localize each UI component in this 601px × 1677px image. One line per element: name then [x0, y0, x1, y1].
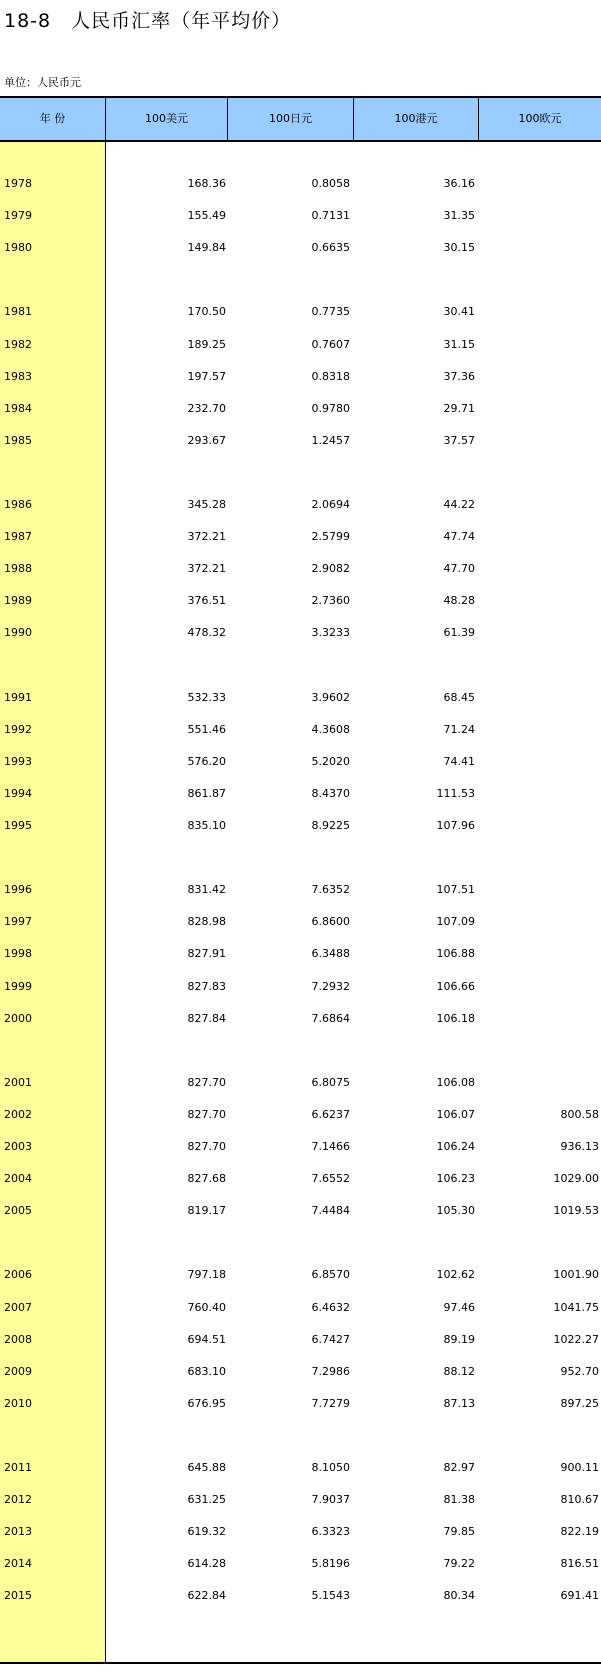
- cell-year: 1986: [4, 498, 32, 511]
- cell-hkd: 29.71: [443, 401, 475, 415]
- cell-jpy: 3.3233: [311, 626, 350, 640]
- cell-usd: 827.68: [187, 1172, 226, 1186]
- cell-eur: 822.19: [560, 1525, 599, 1539]
- cell-usd: 827.84: [187, 1011, 226, 1025]
- cell-year: 1980: [4, 241, 32, 255]
- cell-hkd: 36.16: [443, 177, 475, 190]
- table-row: [0, 978, 601, 998]
- cell-hkd: 37.57: [443, 433, 475, 447]
- cell-hkd: 106.08: [436, 1075, 475, 1089]
- table-row: [0, 1138, 601, 1158]
- cell-jpy: 2.0694: [311, 498, 350, 511]
- cell-eur: 1019.53: [553, 1204, 599, 1218]
- cell-jpy: 0.8058: [311, 177, 350, 190]
- bottom-rule: [0, 1662, 601, 1664]
- cell-year: 1998: [4, 947, 32, 961]
- page-title: 18-8 人民币汇率（年平均价）: [4, 10, 292, 32]
- cell-usd: 532.33: [187, 690, 226, 704]
- cell-usd: 676.95: [187, 1396, 226, 1410]
- cell-usd: 551.46: [187, 722, 226, 736]
- cell-hkd: 48.28: [443, 594, 475, 608]
- cell-usd: 619.32: [187, 1525, 226, 1539]
- table-row: [0, 1491, 601, 1511]
- table-row: [0, 817, 601, 837]
- cell-jpy: 7.7279: [311, 1396, 350, 1410]
- cell-year: 1982: [4, 337, 32, 351]
- cell-jpy: 2.5799: [311, 530, 350, 544]
- cell-hkd: 102.62: [436, 1268, 475, 1282]
- cell-usd: 631.25: [187, 1493, 226, 1507]
- table-row: [0, 1170, 601, 1190]
- cell-hkd: 47.74: [443, 530, 475, 544]
- table-row: [0, 881, 601, 901]
- cell-usd: 827.91: [187, 947, 226, 961]
- cell-year: 2000: [4, 1011, 32, 1025]
- cell-hkd: 30.41: [443, 305, 475, 319]
- cell-year: 2006: [4, 1268, 32, 1282]
- cell-jpy: 2.7360: [311, 594, 350, 608]
- cell-usd: 694.51: [187, 1332, 226, 1346]
- cell-jpy: 8.9225: [311, 819, 350, 832]
- cell-year: 1981: [4, 305, 32, 319]
- cell-hkd: 97.46: [443, 1300, 475, 1314]
- cell-usd: 189.25: [187, 337, 226, 351]
- cell-year: 1978: [4, 177, 32, 190]
- cell-jpy: 5.2020: [311, 754, 350, 768]
- cell-year: 1984: [4, 401, 32, 415]
- cell-hkd: 87.13: [443, 1396, 475, 1410]
- cell-hkd: 47.70: [443, 562, 475, 576]
- cell-year: 2014: [4, 1557, 32, 1571]
- cell-hkd: 111.53: [436, 786, 475, 800]
- cell-jpy: 6.6237: [311, 1107, 350, 1121]
- cell-hkd: 79.85: [443, 1525, 475, 1539]
- cell-jpy: 6.7427: [311, 1332, 350, 1346]
- cell-jpy: 5.1543: [311, 1589, 350, 1603]
- cell-jpy: 7.6552: [311, 1172, 350, 1186]
- cell-eur: 1022.27: [553, 1332, 599, 1346]
- table-row: [0, 1010, 601, 1030]
- table-row: [0, 689, 601, 709]
- cell-hkd: 68.45: [443, 690, 475, 704]
- cell-hkd: 74.41: [443, 754, 475, 768]
- cell-year: 2003: [4, 1140, 32, 1153]
- cell-year: 1995: [4, 819, 32, 832]
- cell-eur: 691.41: [560, 1589, 599, 1603]
- cell-usd: 372.21: [187, 562, 226, 576]
- cell-year: 2009: [4, 1364, 32, 1378]
- cell-usd: 797.18: [187, 1268, 226, 1282]
- cell-jpy: 4.3608: [311, 722, 350, 736]
- cell-jpy: 8.1050: [311, 1461, 350, 1474]
- cell-hkd: 89.19: [443, 1332, 475, 1346]
- cell-usd: 683.10: [187, 1364, 226, 1378]
- table-row: [0, 1555, 601, 1575]
- cell-jpy: 1.2457: [311, 433, 350, 447]
- cell-jpy: 6.4632: [311, 1300, 350, 1314]
- cell-year: 1985: [4, 433, 32, 447]
- table-row: [0, 1202, 601, 1222]
- cell-eur: 936.13: [560, 1140, 599, 1153]
- cell-year: 2005: [4, 1204, 32, 1218]
- table-row: [0, 1459, 601, 1479]
- cell-eur: 816.51: [560, 1557, 599, 1571]
- cell-year: 1989: [4, 594, 32, 608]
- cell-eur: 1029.00: [553, 1172, 599, 1186]
- exchange-rate-table: [0, 96, 601, 1664]
- cell-year: 1988: [4, 562, 32, 576]
- cell-eur: 897.25: [560, 1396, 599, 1410]
- cell-hkd: 106.23: [436, 1172, 475, 1186]
- cell-usd: 819.17: [187, 1204, 226, 1218]
- cell-usd: 345.28: [187, 498, 226, 511]
- cell-year: 2010: [4, 1396, 32, 1410]
- table-row: [0, 592, 601, 612]
- table-row: [0, 785, 601, 805]
- cell-year: 2008: [4, 1332, 32, 1346]
- cell-jpy: 7.4484: [311, 1204, 350, 1218]
- cell-usd: 576.20: [187, 754, 226, 768]
- header-usd: 100美元: [106, 98, 228, 140]
- table-row: [0, 1331, 601, 1351]
- cell-usd: 232.70: [187, 401, 226, 415]
- cell-year: 2015: [4, 1589, 32, 1603]
- cell-year: 1993: [4, 754, 32, 768]
- cell-jpy: 7.2932: [311, 979, 350, 993]
- cell-hkd: 61.39: [443, 626, 475, 640]
- cell-jpy: 6.3323: [311, 1525, 350, 1539]
- cell-usd: 149.84: [187, 241, 226, 255]
- table-row: [0, 1299, 601, 1319]
- cell-hkd: 106.88: [436, 947, 475, 961]
- cell-hkd: 30.15: [443, 241, 475, 255]
- cell-hkd: 37.36: [443, 369, 475, 383]
- cell-usd: 614.28: [187, 1557, 226, 1571]
- table-row: [0, 368, 601, 388]
- table-row: [0, 303, 601, 323]
- cell-year: 2013: [4, 1525, 32, 1539]
- table-row: [0, 624, 601, 644]
- cell-usd: 376.51: [187, 594, 226, 608]
- cell-year: 1996: [4, 883, 32, 897]
- cell-year: 1994: [4, 786, 32, 800]
- cell-hkd: 107.96: [436, 819, 475, 832]
- cell-jpy: 0.7607: [311, 337, 350, 351]
- cell-usd: 828.98: [187, 915, 226, 929]
- cell-jpy: 6.3488: [311, 947, 350, 961]
- cell-usd: 827.70: [187, 1140, 226, 1153]
- cell-year: 1990: [4, 626, 32, 640]
- cell-usd: 861.87: [187, 786, 226, 800]
- cell-hkd: 81.38: [443, 1493, 475, 1507]
- table-row: [0, 175, 601, 195]
- table-row: [0, 1106, 601, 1126]
- cell-hkd: 106.24: [436, 1140, 475, 1153]
- cell-jpy: 0.7131: [311, 209, 350, 223]
- table-row: [0, 560, 601, 580]
- cell-year: 1997: [4, 915, 32, 929]
- cell-jpy: 7.9037: [311, 1493, 350, 1507]
- cell-year: 1983: [4, 369, 32, 383]
- cell-hkd: 31.15: [443, 337, 475, 351]
- cell-eur: 800.58: [560, 1107, 599, 1121]
- cell-usd: 827.70: [187, 1107, 226, 1121]
- cell-jpy: 7.6352: [311, 883, 350, 897]
- table-row: [0, 400, 601, 420]
- header-eur: 100欧元: [518, 112, 562, 125]
- cell-usd: 760.40: [187, 1300, 226, 1314]
- table-row: [0, 1074, 601, 1094]
- cell-jpy: 0.7735: [311, 305, 350, 319]
- table-row: [0, 432, 601, 452]
- cell-year: 2011: [4, 1461, 32, 1474]
- cell-usd: 645.88: [187, 1461, 226, 1474]
- cell-eur: 810.67: [560, 1493, 599, 1507]
- cell-hkd: 107.51: [436, 883, 475, 897]
- cell-eur: 1041.75: [553, 1300, 599, 1314]
- cell-usd: 827.70: [187, 1075, 226, 1089]
- table-row: [0, 753, 601, 773]
- cell-hkd: 31.35: [443, 209, 475, 223]
- cell-jpy: 7.6864: [311, 1011, 350, 1025]
- table-row: [0, 945, 601, 965]
- cell-jpy: 6.8600: [311, 915, 350, 929]
- cell-year: 2002: [4, 1107, 32, 1121]
- cell-jpy: 8.4370: [311, 786, 350, 800]
- cell-usd: 197.57: [187, 369, 226, 383]
- table-row: [0, 1363, 601, 1383]
- cell-jpy: 7.1466: [311, 1140, 350, 1153]
- header-year: 年 份: [0, 98, 106, 140]
- table-row: [0, 207, 601, 227]
- cell-jpy: 6.8570: [311, 1268, 350, 1282]
- header-jpy: 100日元: [228, 98, 354, 140]
- cell-usd: 831.42: [187, 883, 226, 897]
- table-row: [0, 239, 601, 259]
- cell-jpy: 0.9780: [311, 401, 350, 415]
- cell-hkd: 82.97: [443, 1461, 475, 1474]
- cell-hkd: 71.24: [443, 722, 475, 736]
- cell-year: 2001: [4, 1075, 32, 1089]
- table-row: [0, 528, 601, 548]
- cell-eur: 1001.90: [553, 1268, 599, 1282]
- cell-jpy: 6.8075: [311, 1075, 350, 1089]
- table-row: [0, 913, 601, 933]
- cell-hkd: 106.07: [436, 1107, 475, 1121]
- cell-hkd: 106.18: [436, 1011, 475, 1025]
- cell-hkd: 107.09: [436, 915, 475, 929]
- unit-label: 单位：人民币元: [4, 76, 81, 89]
- cell-hkd: 79.22: [443, 1557, 475, 1571]
- table-row: [0, 1395, 601, 1415]
- cell-year: 1991: [4, 690, 32, 704]
- cell-hkd: 80.34: [443, 1589, 475, 1603]
- cell-jpy: 7.2986: [311, 1364, 350, 1378]
- cell-usd: 155.49: [187, 209, 226, 223]
- cell-usd: 478.32: [187, 626, 226, 640]
- cell-usd: 372.21: [187, 530, 226, 544]
- cell-usd: 293.67: [187, 433, 226, 447]
- cell-jpy: 0.8318: [311, 369, 350, 383]
- cell-eur: 900.11: [560, 1461, 599, 1474]
- cell-year: 2004: [4, 1172, 32, 1186]
- cell-hkd: 106.66: [436, 979, 475, 993]
- table-row: [0, 1587, 601, 1607]
- cell-year: 1999: [4, 979, 32, 993]
- cell-usd: 168.36: [187, 177, 226, 190]
- table-header: [0, 96, 601, 142]
- cell-usd: 835.10: [187, 819, 226, 832]
- cell-year: 1979: [4, 209, 32, 223]
- header-hkd: 100港元: [354, 98, 479, 140]
- cell-usd: 827.83: [187, 979, 226, 993]
- cell-hkd: 105.30: [436, 1204, 475, 1218]
- cell-jpy: 2.9082: [311, 562, 350, 576]
- table-row: [0, 1523, 601, 1543]
- cell-jpy: 3.9602: [311, 690, 350, 704]
- cell-year: 2007: [4, 1300, 32, 1314]
- table-row: [0, 1266, 601, 1286]
- cell-eur: 952.70: [560, 1364, 599, 1378]
- cell-hkd: 88.12: [443, 1364, 475, 1378]
- table-row: [0, 721, 601, 741]
- table-row: [0, 336, 601, 356]
- cell-hkd: 44.22: [443, 498, 475, 511]
- table-row: [0, 496, 601, 516]
- cell-usd: 170.50: [187, 305, 226, 319]
- cell-jpy: 5.8196: [311, 1557, 350, 1571]
- cell-year: 2012: [4, 1493, 32, 1507]
- cell-usd: 622.84: [187, 1589, 226, 1603]
- cell-jpy: 0.6635: [311, 241, 350, 255]
- cell-year: 1992: [4, 722, 32, 736]
- cell-year: 1987: [4, 530, 32, 544]
